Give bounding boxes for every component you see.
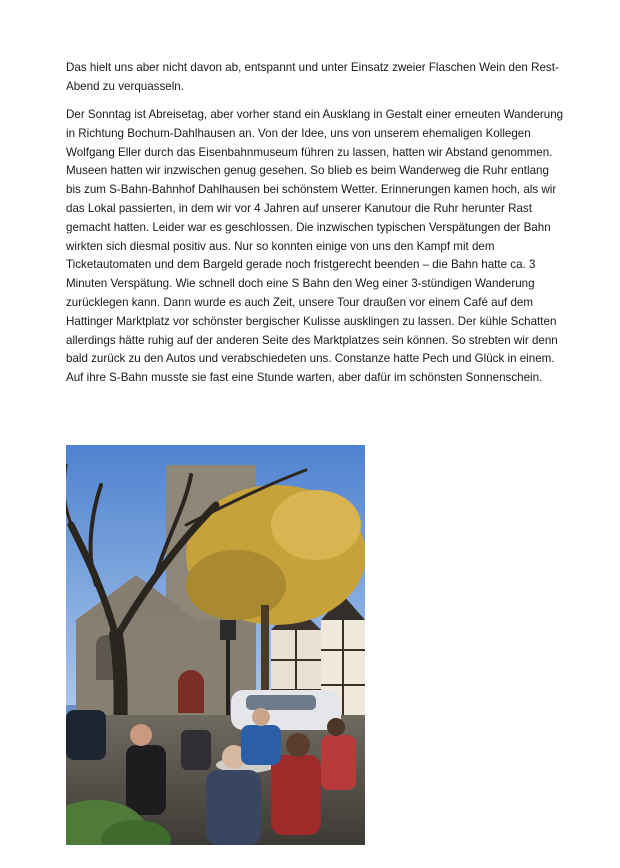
dark-car bbox=[66, 710, 106, 760]
cafe-marktplatz-photo-icon bbox=[66, 445, 365, 845]
paragraph-sonntag: Der Sonntag ist Abreisetag, aber vorher stand ein Ausklang in Gestalt einer erneuten Wanderung in Richtung Bochum-Dahlhausen an. Von der Idee, uns von unserem ehemaligen Kollegen Wolfgang Eller durch das Eisenbahnmuseum führen zu lassen, hatten wir Abstand genommen. Museen hatten wir inzwischen genug gesehen. So blieb es beim Wanderweg die Ruhr entlang bis zum S-Bahn-Bahnhof Dahlhausen bei schönstem Wetter. Erinnerungen kamen hoch, als wir das Lokal passierten, in dem wir vor 4 Jahren auf unserer Kanutour die Ruhr herunter Rast gemacht hatten. Leider war es geschlossen. Die inzwischen typischen Verspätungen der Bahn wirkten sich diesmal positiv aus. Nur so konnten einige von uns den Kampf mit dem Ticketautomaten und dem Bargeld gerade noch fristgerecht beenden – die Bahn hatte ca. 3 Minuten Verspätung. Wie schnell doch eine S Bahn den Weg einer 3-stündigen Wanderung zurücklegen kann. Dann wurde es auch Zeit, unsere Tour draußen vor einem Café auf dem Hattinger Marktplatz vor schönster bergischer Kulisse ausklingen zu lassen. Der kühle Schatten allerdings hätte ruhig auf der anderen Seite des Marktplatzes sein können. So strebten wir denn bald zurück zu den Autos und verabschiedeten uns. Constanze hatte Pech und Glück in einem. Auf ihre S-Bahn musste sie fast eine Stunde warten, aber dafür im schönsten Sonnenschein. bbox=[66, 108, 564, 385]
church-door bbox=[178, 670, 204, 713]
marktplatz-cafe-photo bbox=[66, 445, 365, 845]
paragraph-rest-abend: Das hielt uns aber nicht davon ab, entspannt und unter Einsatz zweier Flaschen Wein den Rest-Abend zu verquasseln. bbox=[66, 61, 559, 94]
